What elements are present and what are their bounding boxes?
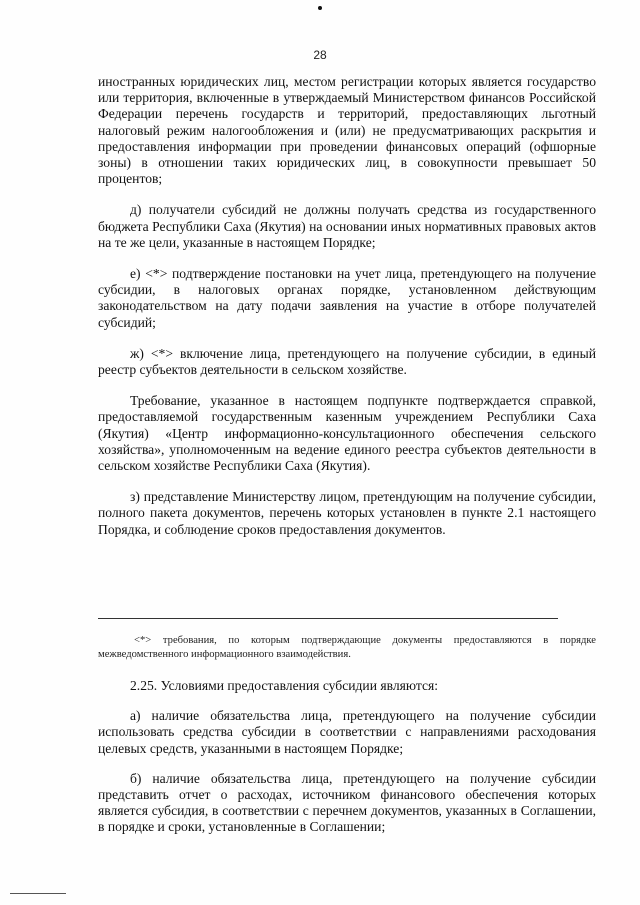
bottom-margin-rule	[10, 893, 66, 894]
body-text-upper	[98, 74, 596, 538]
body-text-lower	[98, 678, 596, 836]
footnote: <*> требования, по которым подтверждающие документы предоставляются в порядке межведомственного информационного взаимодействия.	[98, 635, 596, 660]
footnote-separator	[98, 618, 558, 619]
paragraph-section-2-25: 2.25. Условиями предоставления субсидии являются:	[130, 678, 439, 693]
paragraph-item-d: д) получатели субсидий не должны получать средства из государственного бюджета Республики Саха (Якутия) на основании иных нормативных правовых актов на те же цели, указанные в настоящем Порядке;	[98, 202, 596, 250]
paragraph-condition-a: а) наличие обязательства лица, претендующего на получение субсидии использовать средства субсидии в соответствии с направлениями расходования целевых средств, указанными в настоящем Порядке;	[98, 708, 596, 756]
paragraph-requirement-note: Требование, указанное в настоящем подпункте подтверждается справкой, предоставляемой государственным казенным учреждением Республики Саха (Якутия) «Центр информационно-консультационного обеспечения сельского хозяйства», уполномоченным на ведение единого реестра субъектов деятельности в сельском хозяйстве Республики Саха (Якутия).	[98, 393, 596, 474]
paragraph-condition-b: б) наличие обязательства лица, претендующего на получение субсидии представить отчет о расходах, источником финансового обеспечения которых является субсидия, в соответствии с перечнем документов, указанных в Соглашении, в порядке и сроки, установленные в Соглашении;	[98, 770, 596, 835]
page-number: 28	[313, 48, 327, 62]
scan-dot-mark	[318, 6, 322, 10]
paragraph-continuation: иностранных юридических лиц, местом регистрации которых является государство или территория, включенные в утверждаемый Министерством финансов Российской Федерации перечень государств и территорий, предоставляющих льготный налоговый режим налогообложения и (или) не предусматривающих раскрытия и предоставления информации при проведении финансовых операций (офшорные зоны) в отношении таких юридических лиц, в совокупности превышает 50 процентов;	[98, 74, 596, 187]
paragraph-item-z: з) представление Министерству лицом, претендующим на получение субсидии, полного пакета документов, перечень которых установлен в пункте 2.1 настоящего Порядка, и соблюдение сроков предоставления документов.	[98, 489, 596, 537]
paragraph-item-e: е) <*> подтверждение постановки на учет лица, претендующего на получение субсидии, в налоговых органах порядке, установленном действующим законодательством на дату подачи заявления на участие в отборе получателей субсидий;	[98, 266, 596, 330]
paragraph-item-zh: ж) <*> включение лица, претендующего на получение субсидии, в единый реестр субъектов деятельности в сельском хозяйстве.	[98, 345, 596, 378]
